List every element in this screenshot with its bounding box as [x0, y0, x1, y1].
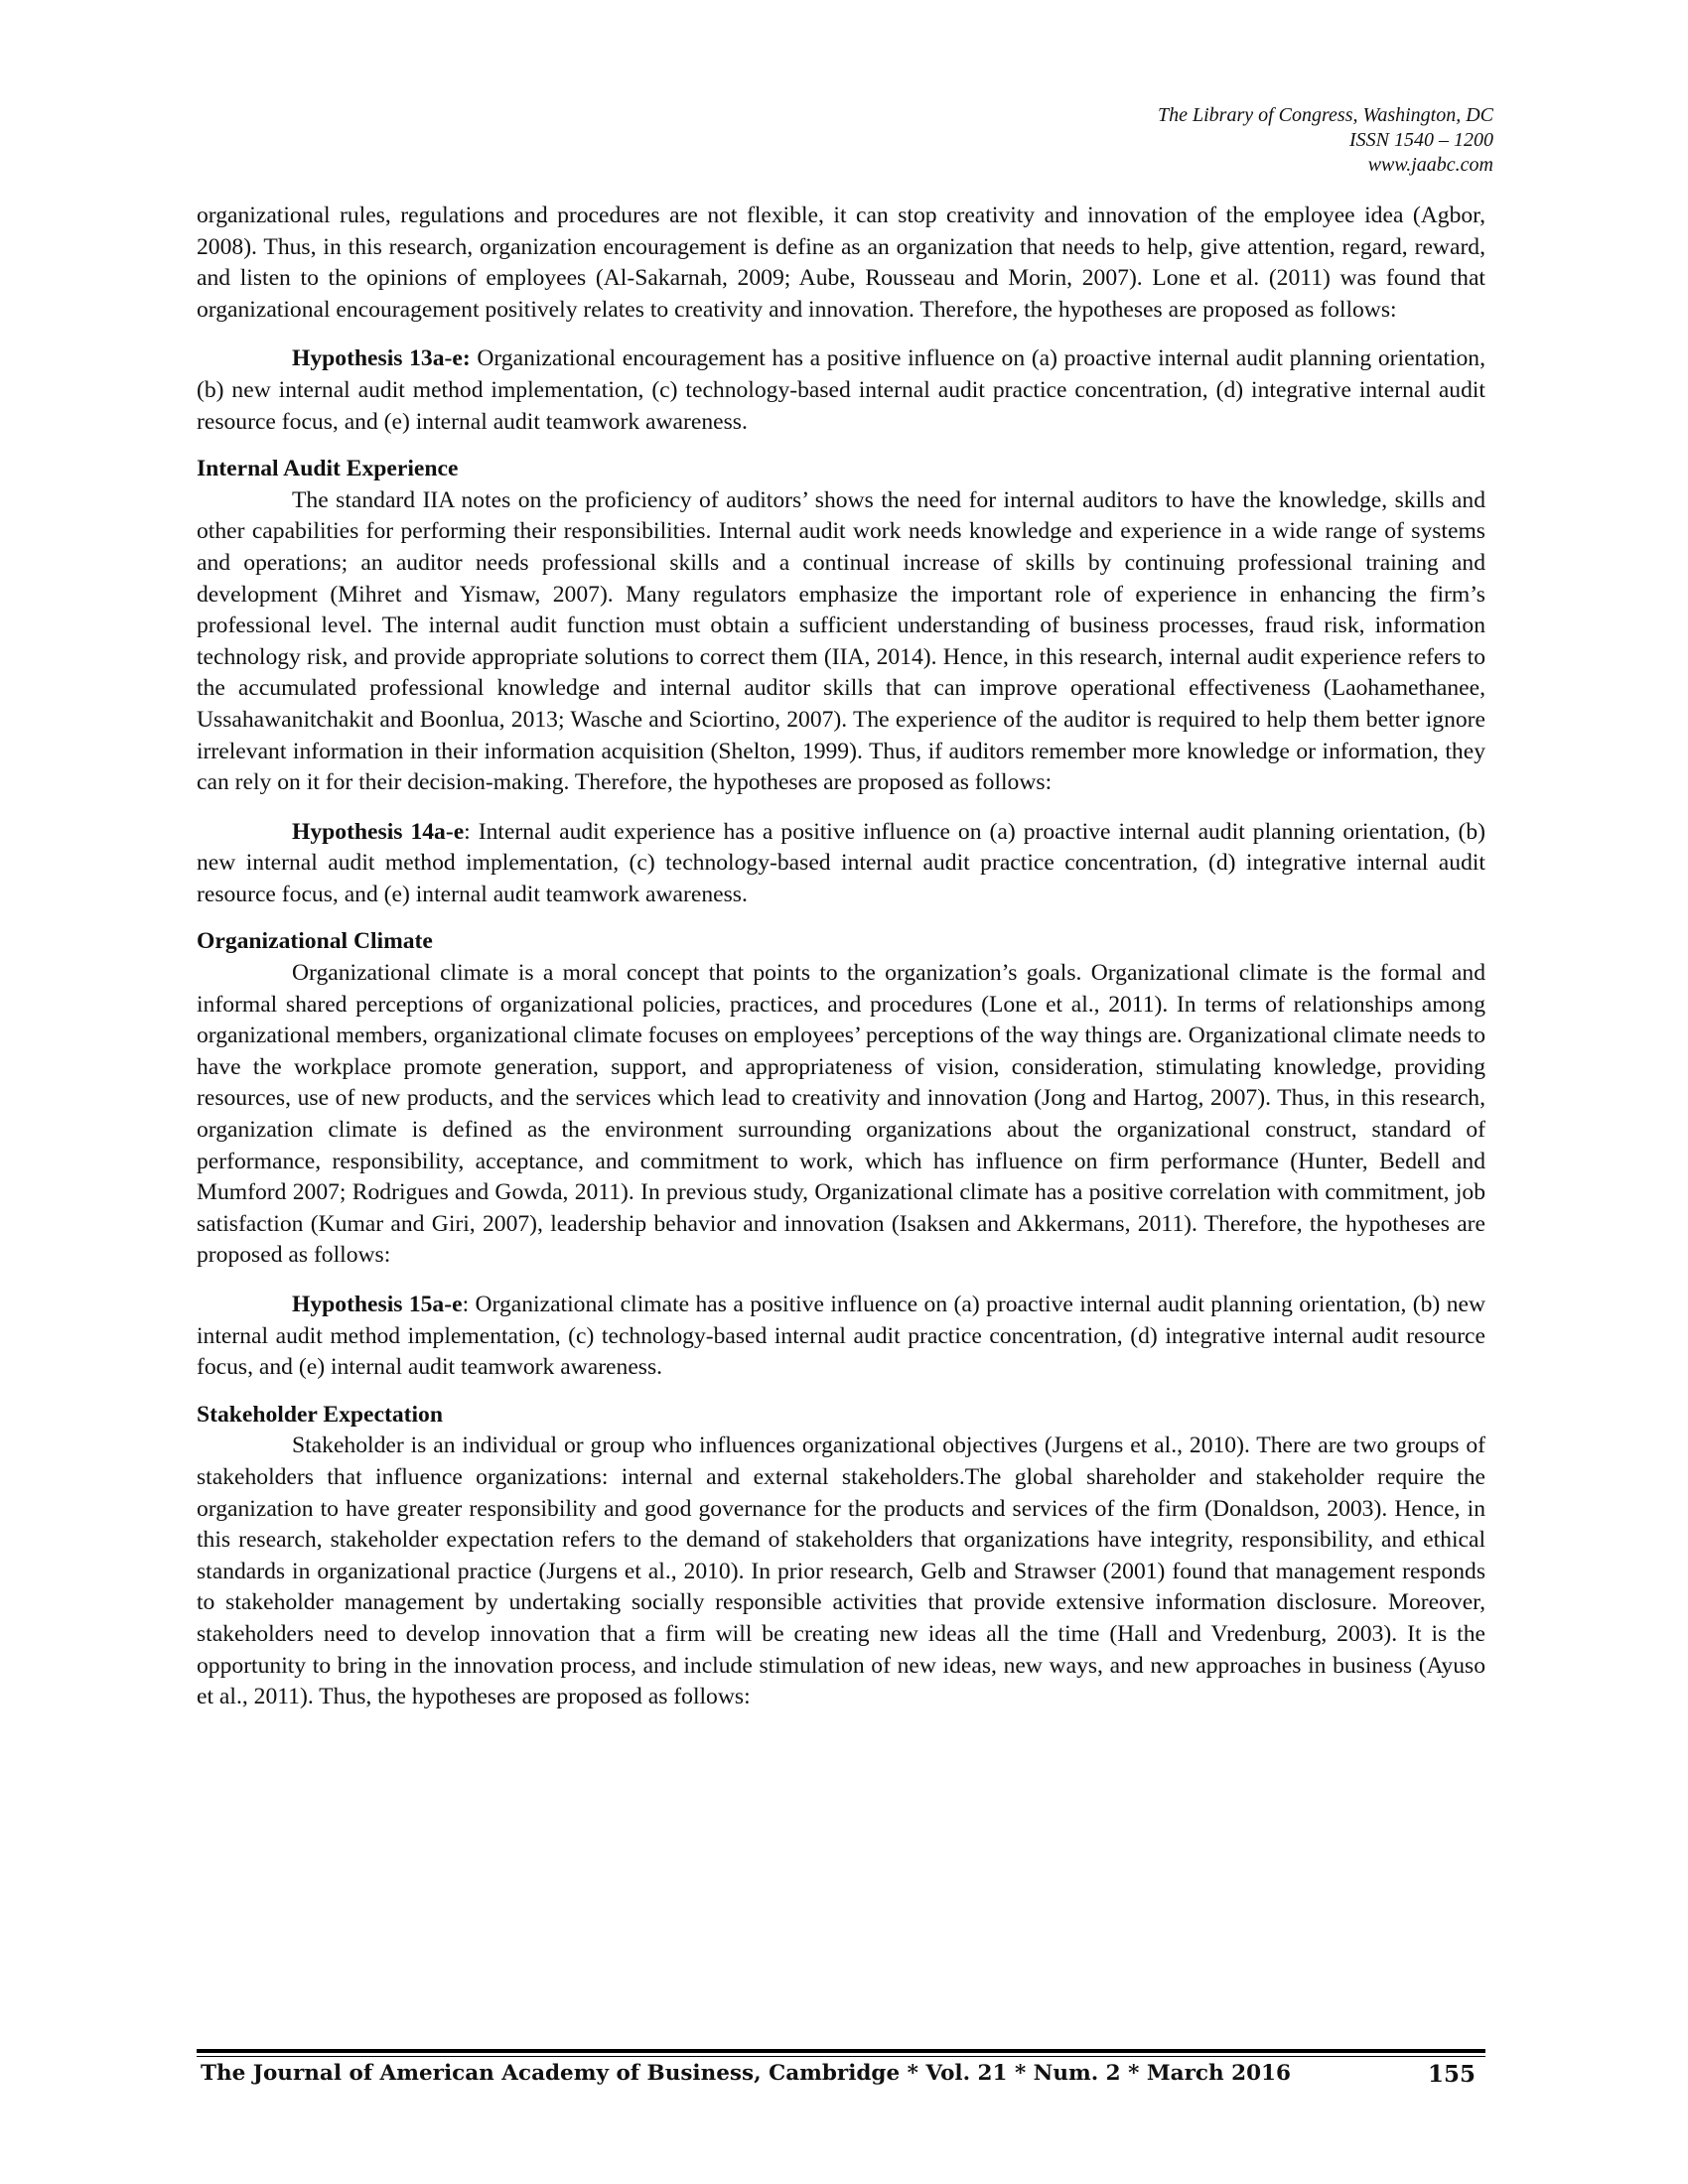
section-heading-organizational-climate: Organizational Climate — [197, 928, 433, 955]
hypothesis-13-text: Organizational encouragement has a positive influence on (a) proactive internal audit planning orientation, (b) new internal audit method implementation, (c) technology-based internal audit practice concentration, (d) integrative internal audit resource focus, and (e) internal audit teamwork awareness. — [197, 345, 1485, 435]
hypothesis-15-label: Hypothesis 15a-e — [292, 1292, 463, 1317]
page-body — [197, 201, 1485, 1713]
section-text-internal-audit-experience: The standard IIA notes on the proficiency of auditors’ shows the need for internal auditors to have the knowledge, skills and other capabilities for performing their responsibilities. Internal audit work needs knowledge and experience in a wide range of systems and operations; an auditor needs professional skills and a continual increase of skills by continuing professional training and development (Mihret and Yismaw, 2007). Many regulators emphasize the important role of experience in enhancing the firm’s professional level. The internal audit function must obtain a sufficient understanding of business processes, fraud risk, information technology risk, and provide appropriate solutions to correct them (IIA, 2014). Hence, in this research, internal audit experience refers to the accumulated professional knowledge and internal auditor skills that can improve operational effectiveness (Laohamethanee, Ussahawanitchakit and Boonlua, 2013; Wasche and Sciortino, 2007). The experience of the auditor is required to help them better ignore irrelevant information in their information acquisition (Shelton, 1999). Thus, if auditors remember more knowledge or information, they can rely on it for their decision-making. Therefore, the hypotheses are proposed as follows: — [197, 486, 1485, 796]
section-heading-stakeholder-expectation: Stakeholder Expectation — [197, 1401, 443, 1428]
header-website: www.jaabc.com — [1367, 154, 1493, 176]
hypothesis-14 — [197, 817, 1485, 911]
page-number: 155 — [1428, 2061, 1477, 2088]
footer-rule-thick — [197, 2049, 1485, 2053]
paragraph-intro: organizational rules, regulations and procedures are not flexible, it can stop creativity and innovation of the employee idea (Agbor, 2008). Thus, in this research, organization encouragement is define as an organization that needs to help, give attention, regard, reward, and listen to the opinions of employees (Al-Sakarnah, 2009; Aube, Rousseau and Morin, 2007). Lone et al. (2011) was found that organizational encouragement positively relates to creativity and innovation. Therefore, the hypotheses are proposed as follows: — [197, 203, 1485, 323]
section-text-organizational-climate: Organizational climate is a moral concept that points to the organization’s goals. Organizational climate is the formal and informal shared perceptions of organizational policies, practices, and procedures (Lone et al., 2011). In terms of relationships among organizational members, organizational climate focuses on employees’ perceptions of the way things are. Organizational climate needs to have the workplace promote generation, support, and appropriateness of vision, consideration, stimulating knowledge, providing resources, use of new products, and the services which lead to creativity and innovation (Jong and Hartog, 2007). Thus, in this research, organization climate is defined as the environment surrounding organizations about the organizational construct, standard of performance, responsibility, acceptance, and commitment to work, which has influence on firm performance (Hunter, Bedell and Mumford 2007; Rodrigues and Gowda, 2011). In previous study, Organizational climate has a positive correlation with commitment, job satisfaction (Kumar and Giri, 2007), leadership behavior and innovation (Isaksen and Akkermans, 2011). Therefore, the hypotheses are proposed as follows: — [197, 960, 1485, 1269]
footer-journal: The Journal of American Academy of Business, Cambridge * Vol. 21 * Num. 2 * March 2016 — [201, 2061, 1291, 2086]
section-text-stakeholder-expectation: Stakeholder is an individual or group who influences organizational objectives (Jurgens et al., 2010). There are two groups of stakeholders that influence organizations: internal and external stakeholders.The global shareholder and stakeholder require the organization to have greater responsibility and good governance for the products and services of the firm (Donaldson, 2003). Hence, in this research, stakeholder expectation refers to the demand of stakeholders that organizations have integrity, responsibility, and ethical standards in organizational practice (Jurgens et al., 2010). In prior research, Gelb and Strawser (2001) found that management responds to stakeholder management by undertaking socially responsible activities that provide extensive information disclosure. Moreover, stakeholders need to develop innovation that a firm will be creating new ideas all the time (Hall and Vredenburg, 2003). It is the opportunity to bring in the innovation process, and include stimulation of new ideas, new ways, and new approaches in business (Ayuso et al., 2011). Thus, the hypotheses are proposed as follows: — [197, 1433, 1485, 1710]
footer-rule-thin — [197, 2056, 1485, 2057]
hypothesis-13 — [197, 343, 1485, 438]
header-issn: ISSN 1540 – 1200 — [1349, 129, 1493, 151]
hypothesis-15-text: : Organizational climate has a positive influence on (a) proactive internal audit planning orientation, (b) new internal audit method implementation, (c) technology-based internal audit practice concentration, (d) integrative internal audit resource focus, and (e) internal audit teamwork awareness. — [197, 1292, 1485, 1381]
hypothesis-14-label: Hypothesis 14a-e — [292, 818, 465, 845]
section-heading-internal-audit-experience: Internal Audit Experience — [197, 456, 459, 482]
header-library: The Library of Congress, Washington, DC — [1157, 104, 1493, 126]
hypothesis-13-label: Hypothesis 13a-e: — [292, 345, 471, 372]
running-header — [1158, 103, 1493, 178]
hypothesis-15 — [197, 1290, 1485, 1384]
hypothesis-14-text: : Internal audit experience has a positive influence on (a) proactive internal audit planning orientation, (b) new internal audit method implementation, (c) technology-based internal audit practice concentration, (d) integrative internal audit resource focus, and (e) internal audit teamwork awareness. — [197, 818, 1485, 907]
